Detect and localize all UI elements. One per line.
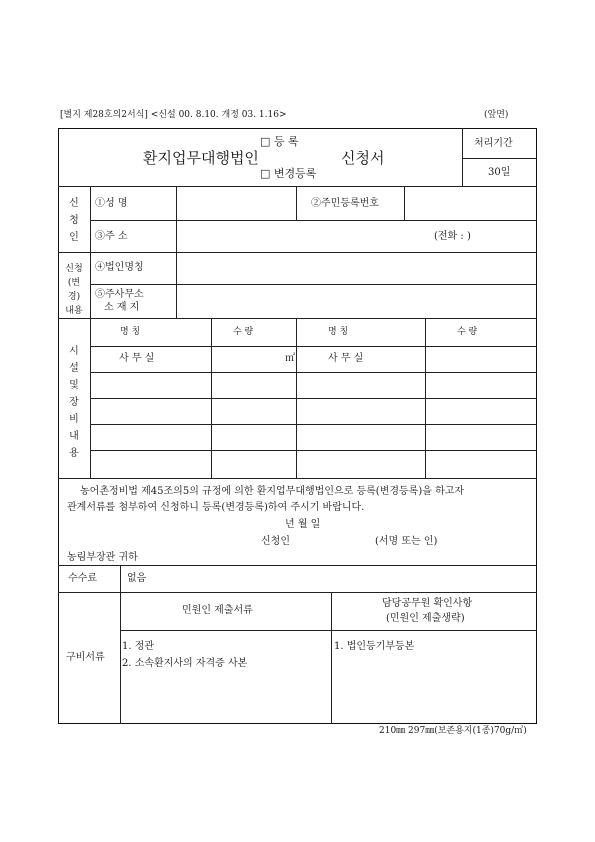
official-check-subheader: (민원인 제출생략) <box>386 613 465 624</box>
form-title: 환지업무대행법인 <box>143 149 259 167</box>
office-label: ⑤주사무소 <box>95 289 144 300</box>
rrn-field[interactable] <box>406 188 535 218</box>
processing-period-label: 처리기간 <box>474 138 513 149</box>
rule <box>90 398 537 399</box>
facility-office-b: 사 무 실 <box>328 353 364 364</box>
facility-header-name-b: 명 칭 <box>328 327 349 337</box>
rule <box>58 252 537 253</box>
rule <box>90 346 537 347</box>
rule <box>90 372 537 373</box>
statement-line-2: 관계서류를 첨부하여 신청하니 등록(변경등록)하여 주시기 바랍니다. <box>67 502 365 513</box>
civil-documents-header: 민원인 제출서류 <box>182 605 253 616</box>
page-side-label: (앞면) <box>484 110 509 120</box>
fee-value: 없음 <box>127 573 147 584</box>
rule <box>58 565 537 566</box>
name-label: ①성 명 <box>95 198 128 209</box>
application-date: 년 월 일 <box>285 519 321 530</box>
rule <box>331 592 332 724</box>
official-check-header: 담당공무원 확인사항 <box>382 598 473 609</box>
official-document-item: 1. 법인등기부등본 <box>334 641 415 652</box>
facilities-section-label: 시 설 및 장 비 내 용 <box>69 346 79 459</box>
recipient: 농림부장관 귀하 <box>67 552 138 563</box>
form-title-suffix: 신청서 <box>341 149 385 167</box>
paper-spec: 210㎜ 297㎜(보존용지(1종)70g/㎡) <box>379 726 527 736</box>
form-reference: [별지 제28호의2서식] <신설 00. 8.10. 개정 03. 1.16> <box>60 110 287 120</box>
phone-label: (전화 : ) <box>434 231 471 242</box>
facility-header-name-a: 명 칭 <box>120 327 141 337</box>
rule <box>404 186 405 220</box>
rule <box>296 318 297 478</box>
rule <box>425 318 426 478</box>
rule <box>90 424 537 425</box>
rule <box>90 186 91 478</box>
rule <box>176 186 177 318</box>
signature-note: (서명 또는 인) <box>375 536 438 547</box>
rule <box>211 318 212 478</box>
rule <box>462 128 463 186</box>
rule <box>462 158 537 159</box>
rule <box>58 186 537 187</box>
statement-line-1: 농어촌정비법 제45조의5의 규정에 의한 환지업무대행법인으로 등록(변경등록)을 하고자 <box>80 486 465 497</box>
processing-period-value: 30일 <box>488 167 511 178</box>
office-location-field[interactable] <box>178 286 535 316</box>
rule <box>296 186 297 220</box>
content-section-label: 신청 (변경) 내용 <box>65 264 83 316</box>
civil-document-item: 1. 정관 <box>122 641 155 652</box>
civil-document-item: 2. 소속환지사의 자격증 사본 <box>122 658 248 669</box>
rule <box>90 284 537 285</box>
corp-name-field[interactable] <box>178 254 535 282</box>
applicant-signature-label: 신청인 <box>261 536 290 547</box>
applicant-section-label: 신 청 인 <box>69 198 79 243</box>
rule <box>120 565 121 724</box>
rule <box>58 478 537 479</box>
corp-name-label: ④법인명칭 <box>95 262 144 273</box>
change-register-checkbox[interactable]: □ 변경등록 <box>260 167 317 180</box>
rule <box>58 318 537 319</box>
rule <box>90 220 537 221</box>
rule <box>90 450 537 451</box>
address-label: ③주 소 <box>95 231 128 242</box>
rule <box>120 630 537 631</box>
facility-header-qty-a: 수 량 <box>233 327 254 337</box>
documents-label: 구비서류 <box>66 652 105 663</box>
facility-office-a: 사 무 실 <box>119 353 155 364</box>
facility-unit-a: ㎡ <box>285 353 295 364</box>
register-checkbox[interactable]: □ 등 록 <box>260 135 299 148</box>
address-field[interactable] <box>178 222 428 250</box>
fee-label: 수수료 <box>68 573 97 584</box>
name-field[interactable] <box>178 188 294 218</box>
office-location-label: 소 재 지 <box>104 302 140 313</box>
rule <box>58 592 537 593</box>
facility-header-qty-b: 수 량 <box>457 327 478 337</box>
rrn-label: ②주민등록번호 <box>311 198 379 209</box>
